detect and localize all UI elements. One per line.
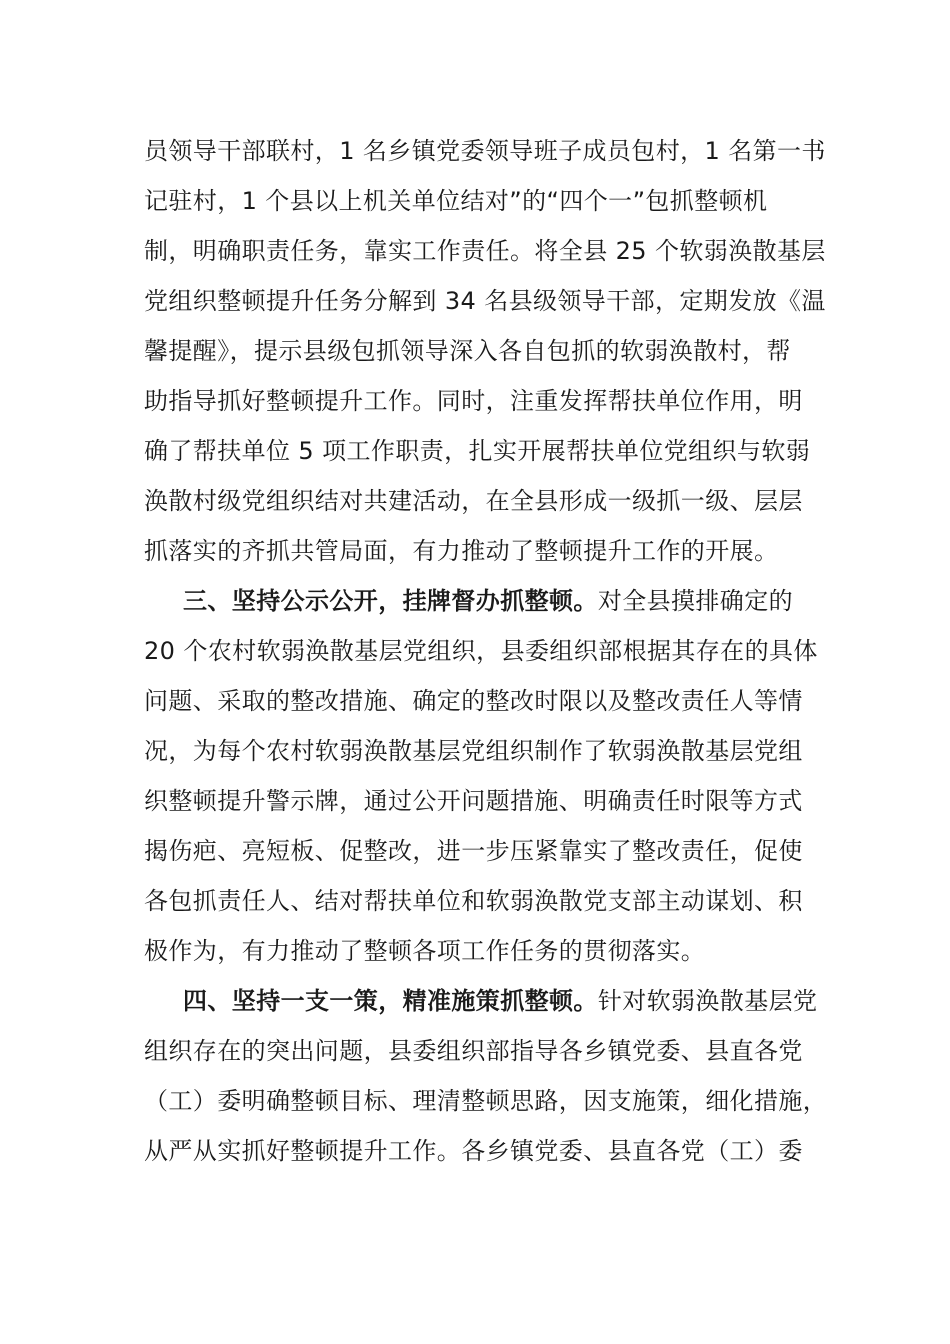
body-line: 制，明确职责任务，靠实工作责任。将全县 25 个软弱涣散基层 — [144, 237, 826, 265]
body-line: 党组织整顿提升任务分解到 34 名县级领导干部，定期发放《温 — [144, 287, 826, 315]
body-line: 记驻村，1 个县以上机关单位结对”的“四个一”包抓整顿机 — [144, 187, 768, 215]
section-4-heading: 四、坚持一支一策，精准施策抓整顿。 — [183, 987, 598, 1015]
section-4-text: 针对软弱涣散基层党 — [597, 987, 818, 1015]
body-line: 涣散村级党组织结对共建活动，在全县形成一级抓一级、层层 — [144, 487, 803, 515]
body-line: 助指导抓好整顿提升工作。同时，注重发挥帮扶单位作用，明 — [144, 387, 803, 415]
body-line: 从严从实抓好整顿提升工作。各乡镇党委、县直各党（工）委 — [144, 1137, 803, 1165]
body-line: 20 个农村软弱涣散基层党组织，县委组织部根据其存在的具体 — [144, 637, 818, 665]
body-line: 员领导干部联村，1 名乡镇党委领导班子成员包村，1 名第一书 — [144, 137, 826, 165]
body-line: 确了帮扶单位 5 项工作职责，扎实开展帮扶单位党组织与软弱 — [144, 437, 811, 465]
body-line: 极作为，有力推动了整顿各项工作任务的贯彻落实。 — [144, 937, 706, 965]
body-line: 况，为每个农村软弱涣散基层党组织制作了软弱涣散基层党组 — [144, 737, 803, 765]
body-line: 织整顿提升警示牌，通过公开问题措施、明确责任时限等方式 — [144, 787, 803, 815]
body-line: 馨提醒》，提示县级包抓领导深入各自包抓的软弱涣散村，帮 — [144, 337, 791, 365]
body-line: （工）委明确整顿目标、理清整顿思路，因支施策，细化措施， — [144, 1087, 828, 1115]
body-line: 揭伤疤、亮短板、促整改，进一步压紧靠实了整改责任，促使 — [144, 837, 803, 865]
body-line: 各包抓责任人、结对帮扶单位和软弱涣散党支部主动谋划、积 — [144, 887, 803, 915]
section-3-first-line — [183, 583, 823, 619]
section-3-text: 对全县摸排确定的 — [597, 587, 794, 615]
body-line: 组织存在的突出问题，县委组织部指导各乡镇党委、县直各党 — [144, 1037, 803, 1065]
section-4-first-line — [183, 983, 823, 1019]
body-line: 问题、采取的整改措施、确定的整改时限以及整改责任人等情 — [144, 687, 803, 715]
body-line: 抓落实的齐抓共管局面，有力推动了整顿提升工作的开展。 — [144, 537, 779, 565]
section-3-heading: 三、坚持公示公开，挂牌督办抓整顿。 — [183, 587, 598, 615]
